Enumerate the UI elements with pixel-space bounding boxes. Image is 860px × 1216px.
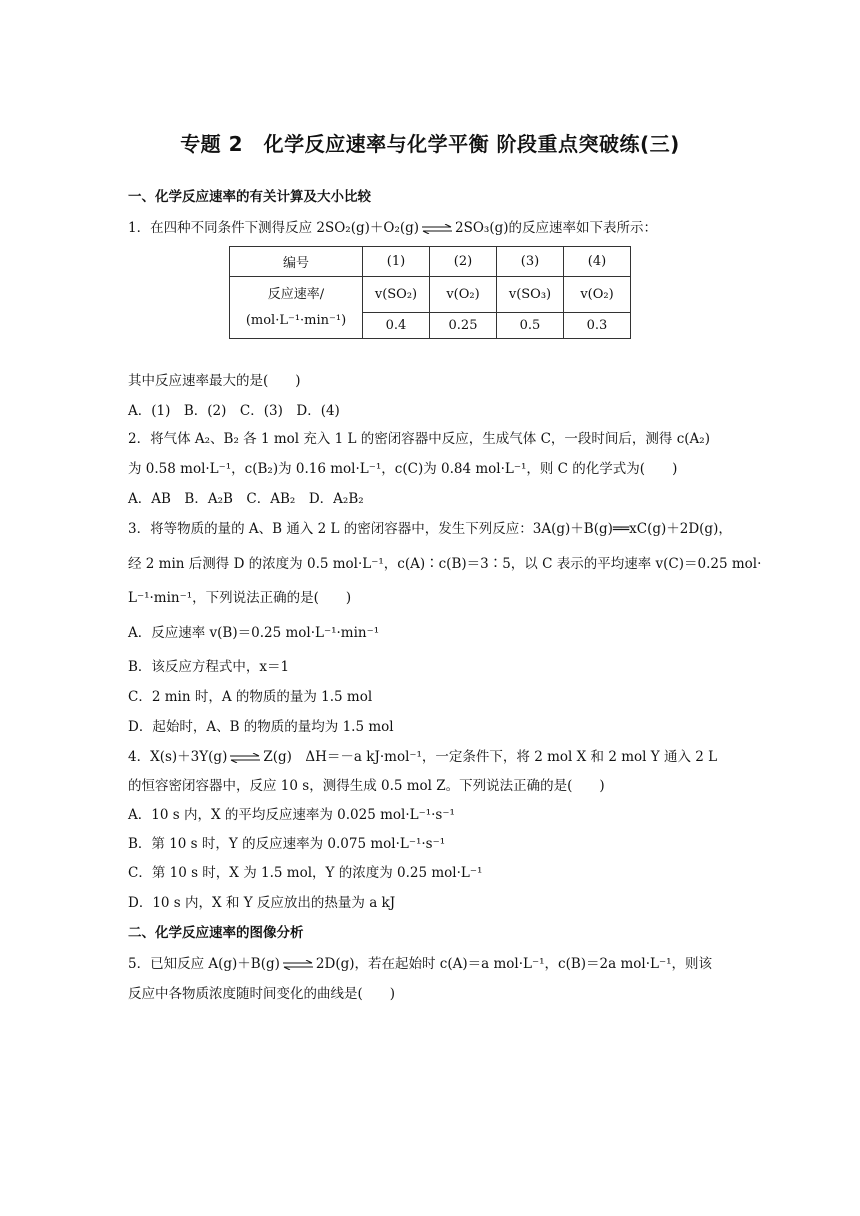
table-id: (1) (363, 247, 430, 277)
question-3-line-3: L⁻¹·min⁻¹，下列说法正确的是( ) (128, 590, 352, 606)
question-4-line-1 (128, 748, 738, 766)
table-species: v(O₂) (564, 277, 631, 313)
row-label-line-1: 反应速率/ (267, 286, 325, 302)
question-3-line-1: 3．将等物质的量的 A、B 通入 2 L 的密闭容器中，发生下列反应：3A(g)＋B(g)══xC(g)＋2D(g)， (128, 521, 732, 537)
q4-line1-post: Z(g) ΔH＝－a kJ·mol⁻¹，一定条件下，将 2 mol X 和 2 mol Y 通入 2 L (263, 749, 718, 765)
section-heading-2: 二、化学反应速率的图像分析 (128, 925, 304, 941)
equilibrium-arrow-icon (421, 224, 453, 234)
table-id: (4) (564, 247, 631, 277)
question-5-line-2: 反应中各物质浓度随时间变化的曲线是( ) (128, 986, 396, 1002)
table-value: 0.5 (497, 313, 564, 339)
table-row-label (230, 277, 363, 339)
question-3-option-b: B．该反应方程式中，x＝1 (128, 659, 290, 675)
question-2-line-1: 2．将气体 A₂、B₂ 各 1 mol 充入 1 L 的密闭容器中反应，生成气体 C，一段时间后，测得 c(A₂) (128, 431, 710, 447)
question-2-options: A．AB B．A₂B C．AB₂ D．A₂B₂ (128, 491, 364, 507)
table-value: 0.4 (363, 313, 430, 339)
equilibrium-arrow-icon (229, 753, 261, 763)
table-id: (2) (430, 247, 497, 277)
q5-line1-pre: 5．已知反应 A(g)＋B(g) (128, 956, 280, 972)
question-3-option-d: D．起始时，A、B 的物质的量均为 1.5 mol (128, 719, 394, 735)
question-4-line-2: 的恒容密闭容器中，反应 10 s，测得生成 0.5 mol Z。下列说法正确的是( ) (128, 778, 605, 794)
question-3-option-c: C．2 min 时，A 的物质的量为 1.5 mol (128, 689, 373, 705)
question-1-options: A．(1) B．(2) C．(3) D．(4) (128, 403, 340, 419)
table-species: v(O₂) (430, 277, 497, 313)
table-value: 0.25 (430, 313, 497, 339)
row-label-line-2: (mol·L⁻¹·min⁻¹) (245, 312, 347, 328)
table-value: 0.3 (564, 313, 631, 339)
question-5-line-1 (128, 955, 738, 973)
q1-stem-post: 2SO₃(g)的反应速率如下表所示： (455, 220, 658, 236)
equilibrium-arrow-icon (282, 960, 314, 970)
section-heading-1: 一、化学反应速率的有关计算及大小比较 (128, 189, 371, 205)
question-4-option-a: A．10 s 内，X 的平均反应速率为 0.025 mol·L⁻¹·s⁻¹ (128, 807, 455, 823)
question-2-line-2: 为 0.58 mol·L⁻¹，c(B₂)为 0.16 mol·L⁻¹，c(C)为 0.84 mol·L⁻¹，则 C 的化学式为( ) (128, 461, 678, 477)
rate-table (229, 246, 631, 339)
q4-line1-pre: 4．X(s)＋3Y(g) (128, 749, 228, 765)
question-3-option-a: A．反应速率 v(B)＝0.25 mol·L⁻¹·min⁻¹ (128, 625, 380, 641)
question-4-option-c: C．第 10 s 时，X 为 1.5 mol，Y 的浓度为 0.25 mol·L⁻¹ (128, 865, 483, 881)
question-1-ask: 其中反应速率最大的是( ) (128, 373, 301, 389)
question-3-line-2: 经 2 min 后测得 D 的浓度为 0.5 mol·L⁻¹，c(A)∶c(B)＝3∶5，以 C 表示的平均速率 v(C)＝0.25 mol· (128, 556, 762, 572)
table-species: v(SO₃) (497, 277, 564, 313)
question-1-stem (128, 219, 738, 237)
table-id: (3) (497, 247, 564, 277)
page-title: 专题 2 化学反应速率与化学平衡 阶段重点突破练(三) (180, 132, 680, 156)
question-4-option-b: B．第 10 s 时，Y 的反应速率为 0.075 mol·L⁻¹·s⁻¹ (128, 836, 446, 852)
q1-stem-pre: 1．在四种不同条件下测得反应 2SO₂(g)＋O₂(g) (128, 220, 420, 236)
q5-line1-post: 2D(g)，若在起始时 c(A)＝a mol·L⁻¹，c(B)＝2a mol·L⁻¹，则该 (315, 956, 712, 972)
table-species: v(SO₂) (363, 277, 430, 313)
table-header-label: 编号 (230, 247, 363, 277)
question-4-option-d: D．10 s 内，X 和 Y 反应放出的热量为 a kJ (128, 895, 396, 911)
